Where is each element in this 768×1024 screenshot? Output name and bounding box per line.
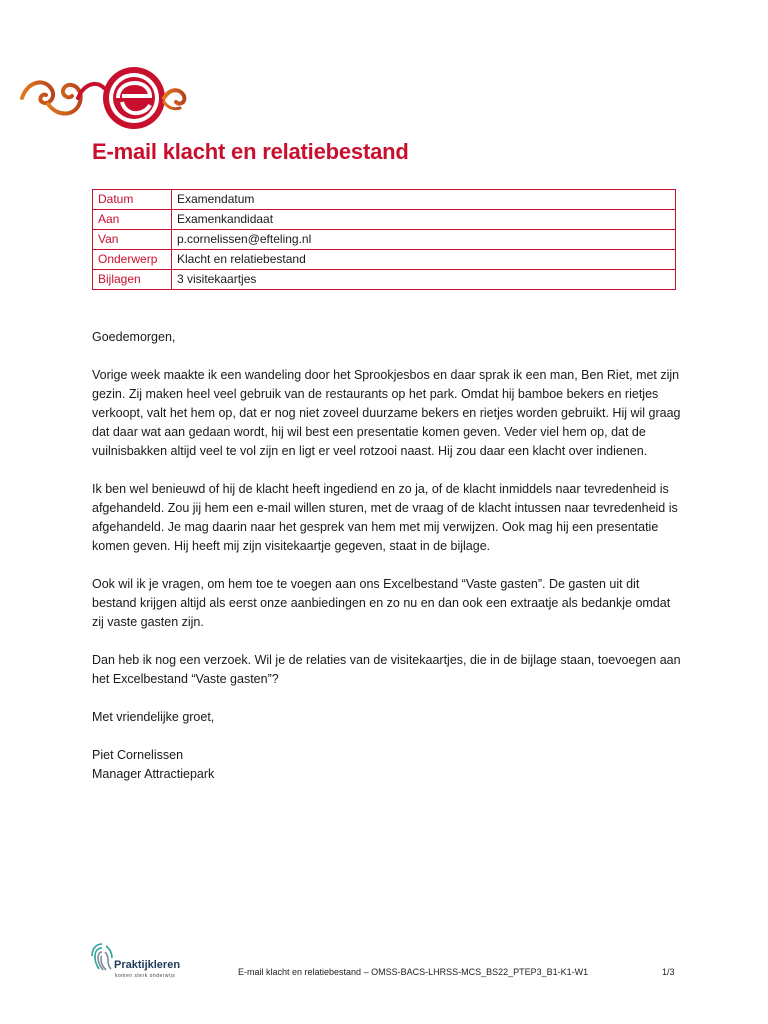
efteling-logo [18, 58, 188, 140]
meta-value-date: Examendatum [172, 190, 676, 210]
letter-closing: Met vriendelijke groet, [92, 710, 215, 724]
table-row [93, 270, 676, 290]
metadata-table [92, 189, 676, 290]
fingerprint-icon [90, 940, 114, 976]
footer-text: E-mail klacht en relatiebestand – OMSS-BACS-LHRSS-MCS_BS22_PTEP3_B1-K1-W1 [238, 967, 589, 977]
meta-value-attachments: 3 visitekaartjes [172, 270, 676, 290]
praktijkleren-logo [90, 940, 200, 980]
footer-logo-tagline: komen sterk onderwijs [115, 973, 176, 979]
meta-value-from: p.cornelissen@efteling.nl [172, 230, 676, 250]
meta-value-to: Examenkandidaat [172, 210, 676, 230]
signature-role: Manager Attractiepark [92, 767, 215, 781]
table-row [93, 250, 676, 270]
meta-label-date: Datum [93, 190, 172, 210]
table-row [93, 230, 676, 250]
letter-body [92, 328, 684, 784]
letter-greeting: Goedemorgen, [92, 330, 176, 344]
table-row [93, 190, 676, 210]
footer-logo-name: Praktijkleren [114, 959, 181, 971]
letter-paragraph: Ik ben wel benieuwd of hij de klacht heeft ingediend en zo ja, of de klacht inmiddels naar tevredenheid is afgehandeld. Zou jij hem een e-mail willen sturen, met de vraag of de klacht intussen naar tevredenheid is afgehandeld. Je mag daarin naar het gesprek van hem met mij verwijzen. Ook mag hij een presentatie komen geven. Hij heeft mij zijn visitekaartje gegeven, staat in de bijlage. [92, 482, 678, 553]
letter-paragraph: Ook wil ik je vragen, om hem toe te voegen aan ons Excelbestand “Vaste gasten”. De gasten uit dit bestand krijgen altijd als eerst onze aanbiedingen en zo nu en dan ook een extraatje als bedankje omdat zij vaste gasten zijn. [92, 577, 671, 629]
page-number: 1/3 [662, 967, 675, 977]
meta-label-subject: Onderwerp [93, 250, 172, 270]
letter-paragraph: Dan heb ik nog een verzoek. Wil je de relaties van de visitekaartjes, die in de bijlage staan, toevoegen aan het Excelbestand “Vaste gasten”? [92, 653, 681, 686]
meta-label-from: Van [93, 230, 172, 250]
document-title: E-mail klacht en relatiebestand [92, 139, 409, 164]
meta-label-attachments: Bijlagen [93, 270, 172, 290]
meta-value-subject: Klacht en relatiebestand [172, 250, 676, 270]
table-row [93, 210, 676, 230]
meta-label-to: Aan [93, 210, 172, 230]
letter-paragraph: Vorige week maakte ik een wandeling door het Sprookjesbos en daar sprak ik een man, Ben Riet, met zijn gezin. Zij maken heel veel gebruik van de restaurants op het park. Omdat hij bamboe bekers en rietjes verkoopt, valt het hem op, dat er nog niet zoveel duurzame bekers en rietjes worden gebruikt. Hij wil graag dat daar wat aan gedaan wordt, hij wil best een presentatie komen geven. Veder viel hem op, dat de vuilnisbakken altijd veel te vol zijn en ligt er veel rotzooi naast. Hij zou daar een klacht over indienen. [92, 368, 681, 458]
signature-name: Piet Cornelissen [92, 748, 184, 762]
